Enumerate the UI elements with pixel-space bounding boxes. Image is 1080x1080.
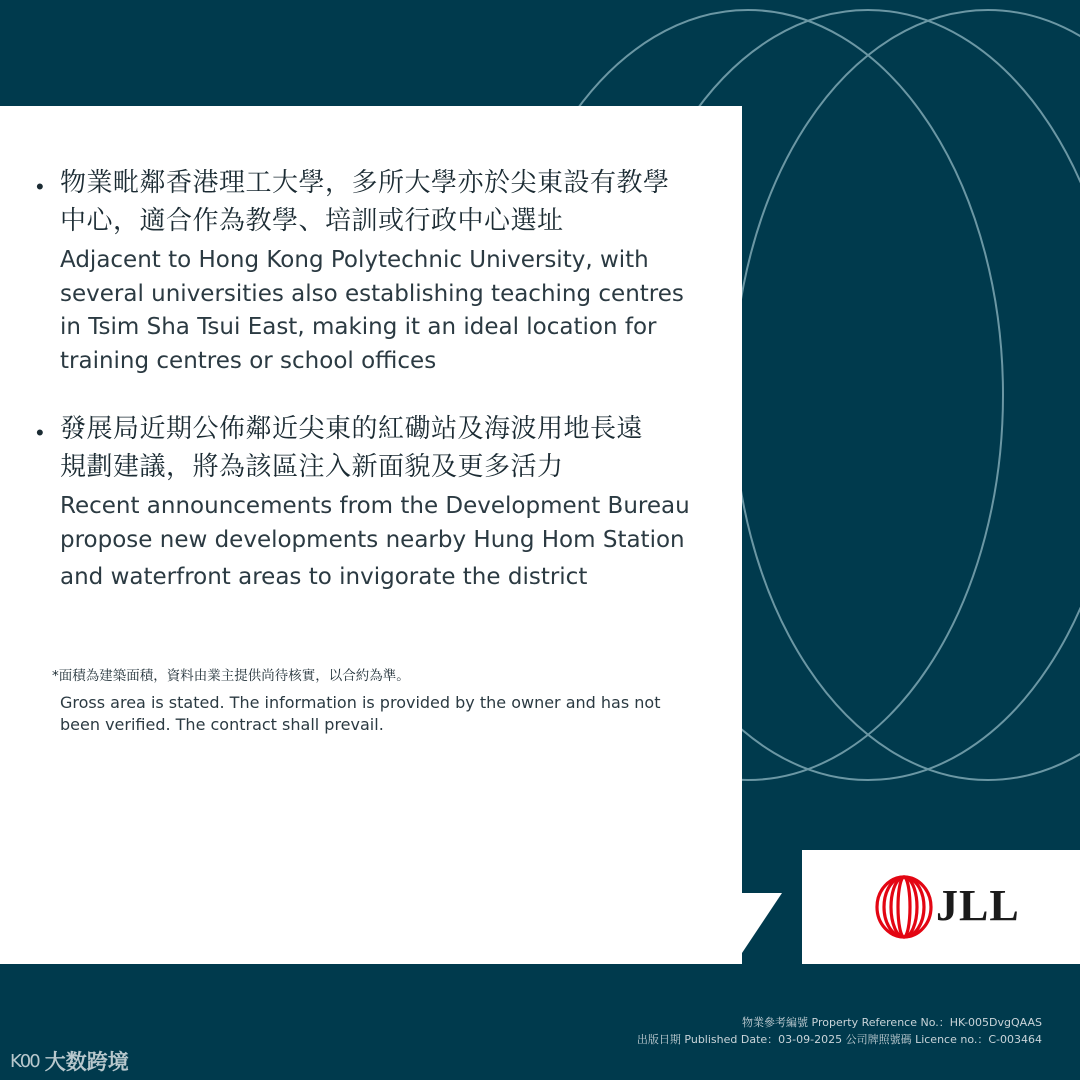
watermark-text: 大数跨境 — [44, 1050, 129, 1074]
bullet-1-english: Adjacent to Hong Kong Polytechnic University, with several universities also establishing teaching centres in Tsim Sha Tsui East, making it an ideal location for training centres or school offices — [60, 247, 684, 374]
ellipse-3 — [733, 10, 1080, 780]
jll-logo-icon — [874, 874, 934, 940]
jll-logo-text: JLL — [936, 881, 1020, 930]
disclaimer-chinese: *面積為建築面積，資料由業主提供尚待核實，以合約為準。 — [52, 668, 410, 684]
jll-logo — [802, 850, 1080, 964]
watermark — [10, 1046, 129, 1076]
card-notch — [742, 893, 782, 953]
bullet-marker: • — [36, 174, 44, 199]
bullet-2-chinese: 發展局近期公佈鄰近尖東的紅磡站及海波用地長遠 規劃建議，將為該區注入新面貌及更多活力 — [60, 414, 644, 482]
footer-info — [637, 1014, 1042, 1048]
bullet-marker: • — [36, 420, 44, 445]
bullet-2-english: Recent announcements from the Development Bureau propose new developments nearby Hung Hom Station and waterfront areas to invigorate the district — [60, 493, 690, 590]
watermark-logo-icon: K00 — [10, 1050, 39, 1072]
published-date-licence: 出版日期 Published Date：03-09-2025 公司牌照號碼 Licence no.：C-003464 — [636, 1033, 1042, 1046]
content-card — [0, 106, 742, 964]
bullet-1-chinese: 物業毗鄰香港理工大學，多所大學亦於尖東設有教學 中心，適合作為教學、培訓或行政中心選址 — [60, 168, 670, 236]
disclaimer-english: Gross area is stated. The information is provided by the owner and has not been verified. The contract shall prevail. — [60, 693, 661, 734]
property-reference: 物業參考編號 Property Reference No.：HK-005DvgQAAS — [742, 1016, 1042, 1029]
